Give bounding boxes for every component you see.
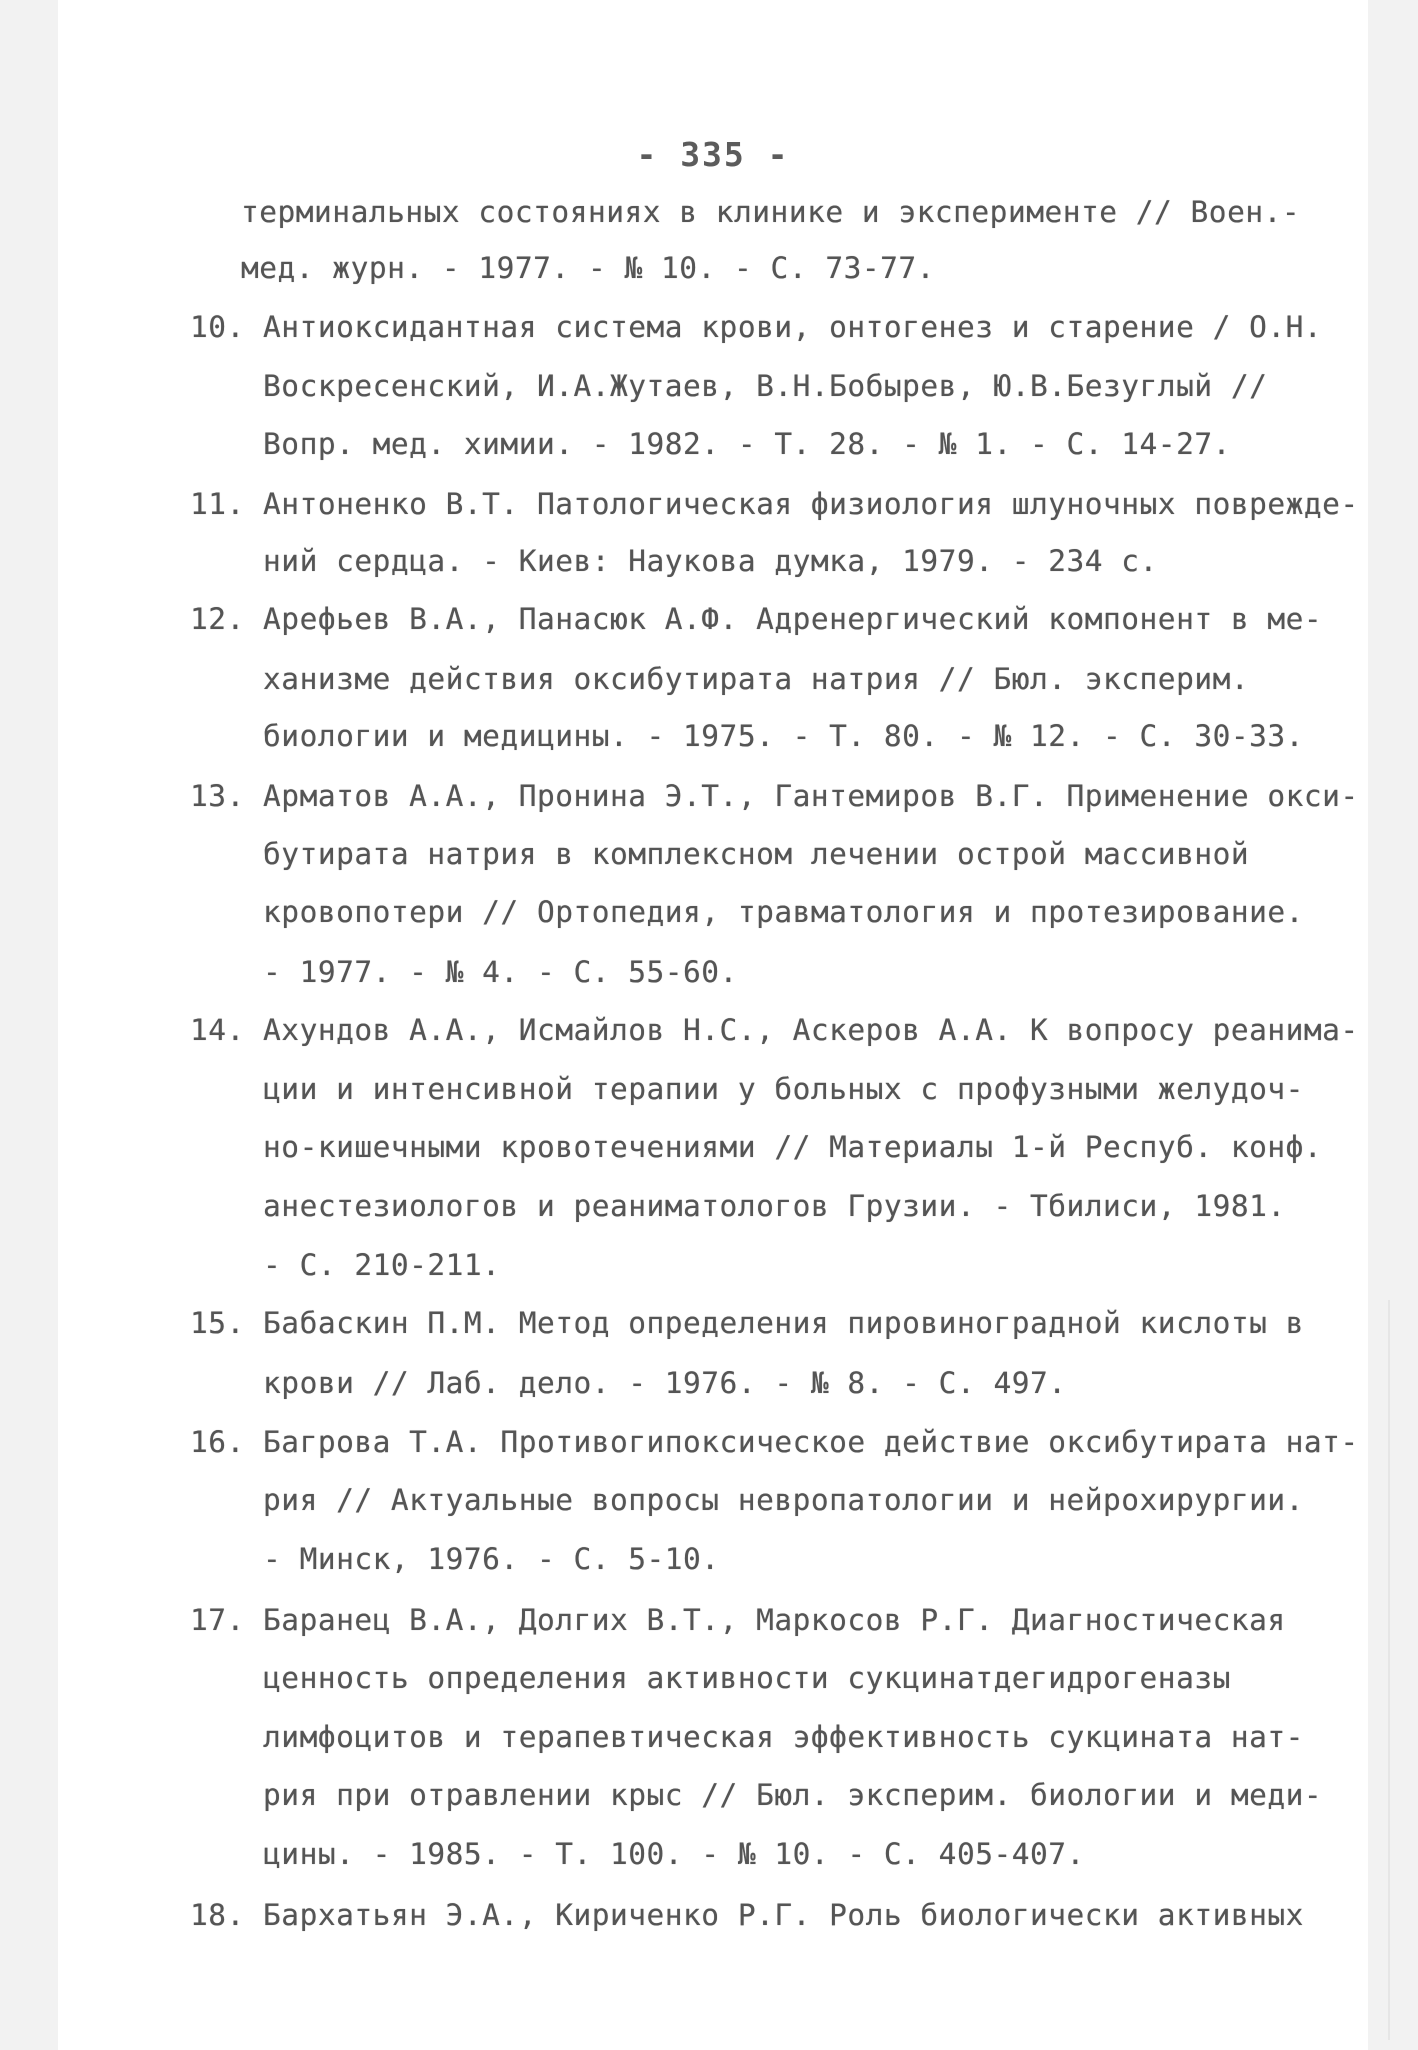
ref-line: 16. Багрова Т.А. Противогипоксическое действие оксибутирата нат- [190,1425,1359,1459]
ref-line: 14. Ахундов А.А., Исмайлов Н.С., Аскеров А.А. К вопросу реанима- [190,1013,1359,1047]
ref-line: рия при отравлении крыс // Бюл. эксперим. биологии и меди- [190,1778,1323,1812]
ref-line: Вопр. мед. химии. - 1982. - Т. 28. - № 1. - С. 14-27. [190,427,1231,461]
ref-line: но-кишечными кровотечениями // Материалы 1-й Респуб. конф. [190,1130,1323,1164]
ref-line: ний сердца. - Киев: Наукова думка, 1979. - 234 с. [190,544,1158,578]
ref-line: ханизме действия оксибутирата натрия // Бюл. эксперим. [190,662,1250,696]
ref-line: терминальных состояниях в клинике и эксперименте // Воен.- [241,195,1301,229]
ref-line: биологии и медицины. - 1975. - Т. 80. - № 12. - С. 30-33. [190,719,1304,753]
ref-line: ции и интенсивной терапии у больных с профузными желудоч- [190,1072,1304,1106]
ref-line: ценность определения активности сукцинатдегидрогеназы [190,1661,1231,1695]
ref-line: - С. 210-211. [190,1248,501,1282]
page-number: - 335 - [636,135,790,174]
ref-line: бутирата натрия в комплексном лечении острой массивной [190,837,1250,871]
ref-line: рия // Актуальные вопросы невропатологии и нейрохирургии. [190,1483,1304,1517]
ref-line: 15. Бабаскин П.М. Метод определения пировиноградной кислоты в [190,1306,1304,1340]
ref-line: 13. Арматов А.А., Пронина Э.Т., Гантемиров В.Г. Применение окси- [190,779,1359,813]
ref-line: 10. Антиоксидантная система крови, онтогенез и старение / О.Н. [190,310,1323,344]
ref-line: - Минск, 1976. - С. 5-10. [190,1542,720,1576]
ref-line: 12. Арефьев В.А., Панасюк А.Ф. Адренергический компонент в ме- [190,602,1323,636]
ref-line: 18. Бархатьян Э.А., Кириченко Р.Г. Роль биологически активных [190,1898,1304,1932]
page-edge-line [1388,1300,1390,2040]
ref-line: 11. Антоненко В.Т. Патологическая физиология шлуночных поврежде- [190,487,1359,521]
ref-line: Воскресенский, И.А.Жутаев, В.Н.Бобырев, Ю.В.Безуглый // [190,369,1268,403]
ref-line: 17. Баранец В.А., Долгих В.Т., Маркосов Р.Г. Диагностическая [190,1603,1286,1637]
ref-line: мед. журн. - 1977. - № 10. - С. 73-77. [241,251,935,285]
document-page [58,0,1368,2050]
ref-line: лимфоцитов и терапевтическая эффективность сукцината нат- [190,1720,1304,1754]
ref-line: кровопотери // Ортопедия, травматология и протезирование. [190,895,1304,929]
ref-line: цины. - 1985. - Т. 100. - № 10. - С. 405-407. [190,1837,1085,1871]
ref-line: крови // Лаб. дело. - 1976. - № 8. - С. 497. [190,1366,1067,1400]
ref-line: - 1977. - № 4. - С. 55-60. [190,955,738,989]
ref-line: анестезиологов и реаниматологов Грузии. - Тбилиси, 1981. [190,1189,1286,1223]
